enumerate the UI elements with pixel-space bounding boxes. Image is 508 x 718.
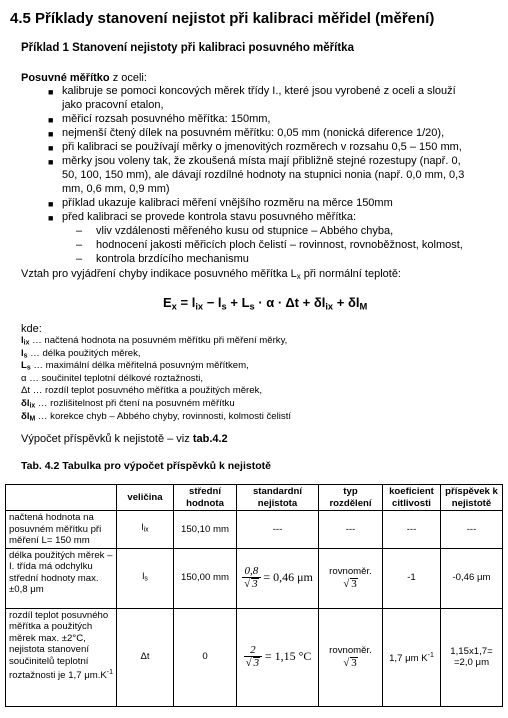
bullet-item: měřicí rozsah posuvného měřítka: 150mm, <box>62 113 271 125</box>
row-description: načtená hodnota na posuvném měřítku při měření L= 150 mm <box>6 511 117 549</box>
row-distribution: rovnoměr. √ 3 <box>319 608 383 706</box>
row-distribution: --- <box>319 511 383 549</box>
row-quantity: Δt <box>117 608 174 706</box>
dash-item: vliv vzdálenosti měřeného kusu od stupnice – Abbého chyba, <box>96 225 394 237</box>
intro-line <box>21 71 147 85</box>
key-item: $\delta l_M$ … korekce chyb – Abbého chyby, rovinnosti, kolmosti čelistí <box>21 410 292 423</box>
row-description: rozdíl teplot posuvného měřítka a použitých měrek max. ±2°C, nejistota stanovení součinitelů teplotní roztažnosti je 1,7 $\mu m.K^{-1}$ <box>6 608 117 706</box>
uncertainty-table <box>5 484 503 707</box>
row-distribution: rovnoměr. √ 3 <box>319 548 383 608</box>
row-quantity: $l_{ix}$ <box>117 511 174 549</box>
table-row <box>6 608 503 706</box>
key-item: $l_{ix}$ … načtená hodnota na posuvném měřítku při měření měrky, <box>21 335 288 347</box>
key-item: $\delta l_{ix}$ … rozlišitelnost při čtení na posuvném měřítku <box>21 397 235 410</box>
bullet-item: kalibruje se pomoci koncových měrek třídy I., které jsou vyrobené z oceli a slouží jako pracovní etalon, <box>62 85 456 111</box>
calc-line: Výpočet příspěvků k nejistotě – viz tab.4.2 <box>21 433 228 445</box>
relation-line: Vztah pro vyjádření chyby indikace posuvného měřítka $L_x$ při normální teplotě: <box>21 268 401 281</box>
bullet-item: před kalibraci se provede kontrola stavu posuvného měřítka: <box>62 211 357 223</box>
intro-bold: Posuvné měřítko <box>21 72 110 84</box>
bullet-marker: ■ <box>48 115 54 125</box>
header-cell: veličina <box>117 485 174 511</box>
row-coefficient: --- <box>383 511 441 549</box>
key-item: $l_s$ … délka použitých měrek, <box>21 347 141 360</box>
row-uncertainty: $\frac{0,8}{√ 3}$ = 0,46 μm <box>237 548 319 608</box>
header-cell: příspěvek k nejistotě <box>441 485 503 511</box>
bullet-marker: ■ <box>48 157 54 167</box>
dash-marker: – <box>76 239 83 251</box>
row-mean: 150,00 mm <box>174 548 237 608</box>
key-item: Δt … rozdíl teplot posuvného měřítka a použitých měrek, <box>21 385 263 397</box>
table-row <box>6 511 503 549</box>
row-uncertainty: --- <box>237 511 319 549</box>
header-cell: standardní nejistota <box>237 485 319 511</box>
bullet-marker: ■ <box>48 129 54 139</box>
row-contribution: 1,15x1,7= =2,0 μm <box>441 608 503 706</box>
table-header-row <box>6 485 503 511</box>
key-item: $L_s$ … maximální délka měřitelná posuvným měřítkem, <box>21 360 249 372</box>
row-coefficient: -1 <box>383 548 441 608</box>
symbol-key-list <box>21 335 291 423</box>
table-reference: tab.4.2 <box>192 433 228 445</box>
dash-item: hodnocení jakosti měřicích ploch čelistí – rovinnost, rovnoběžnost, kolmost, <box>96 239 463 251</box>
dash-marker: – <box>76 253 83 265</box>
bullet-item: příklad ukazuje kalibraci měření vnějšího rozměru na měrce 150mm <box>62 197 393 209</box>
table-caption: Tab. 4.2 Tabulka pro výpočet příspěvků k nejistotě <box>21 460 271 472</box>
dash-marker: – <box>76 225 83 237</box>
table-row <box>6 548 503 608</box>
intro-rest: z oceli: <box>109 72 147 84</box>
row-uncertainty: $\frac{2}{√ 3}$ = 1,15 °C <box>237 608 319 706</box>
row-coefficient: 1,7 μm $K^{-1}$ <box>383 608 441 706</box>
row-mean: 0 <box>174 608 237 706</box>
row-quantity: $l_s$ <box>117 548 174 608</box>
bullet-item: při kalibraci se používají měrky o jmenovitých rozměrech v rozsahu 0,5 – 150 mm, <box>62 141 462 153</box>
header-cell: typ rozdělení <box>319 485 383 511</box>
row-contribution: -0,46 μm <box>441 548 503 608</box>
row-description: délka použitých měrek – I. třída má odchylku střední hodnoty max. ±0,8 μm <box>6 548 117 608</box>
bullet-marker: ■ <box>48 199 54 209</box>
bullet-item: měrky jsou voleny tak, že zkoušená místa mají přibližně stejné rozestupy (např. 0, 50, 100, 150 mm), ale dávají rozdílné hodnoty na stupnici nonia (např. 0,0 mm, 0,3 mm, 0,6 mm, 0,9 mm) <box>62 155 465 195</box>
formula: $E_x = l_{ix} - l_s + L_s \cdot \alpha \cdot \Delta t + \delta l_{ix} + \delta l_M$ <box>163 295 368 312</box>
dash-item: kontrola brzdícího mechanismu <box>96 253 249 265</box>
header-cell: střední hodnota <box>174 485 237 511</box>
header-cell: koeficient citlivosti <box>383 485 441 511</box>
kde-label: kde: <box>21 323 42 335</box>
key-item: α … součinitel teplotní délkové roztažnosti, <box>21 372 204 384</box>
bullet-item: nejmenší čtený dílek na posuvném měřítku: 0,05 mm (nonická diference 1/20), <box>62 127 445 139</box>
bullet-marker: ■ <box>48 87 54 97</box>
row-mean: 150,10 mm <box>174 511 237 549</box>
bullet-marker: ■ <box>48 143 54 153</box>
header-cell <box>6 485 117 511</box>
row-contribution: --- <box>441 511 503 549</box>
example-title: Příklad 1 Stanovení nejistoty při kalibraci posuvného měřítka <box>21 42 354 54</box>
bullet-marker: ■ <box>48 213 54 223</box>
section-title: 4.5 Příklady stanovení nejistot při kalibraci měřidel (měření) <box>10 10 435 27</box>
